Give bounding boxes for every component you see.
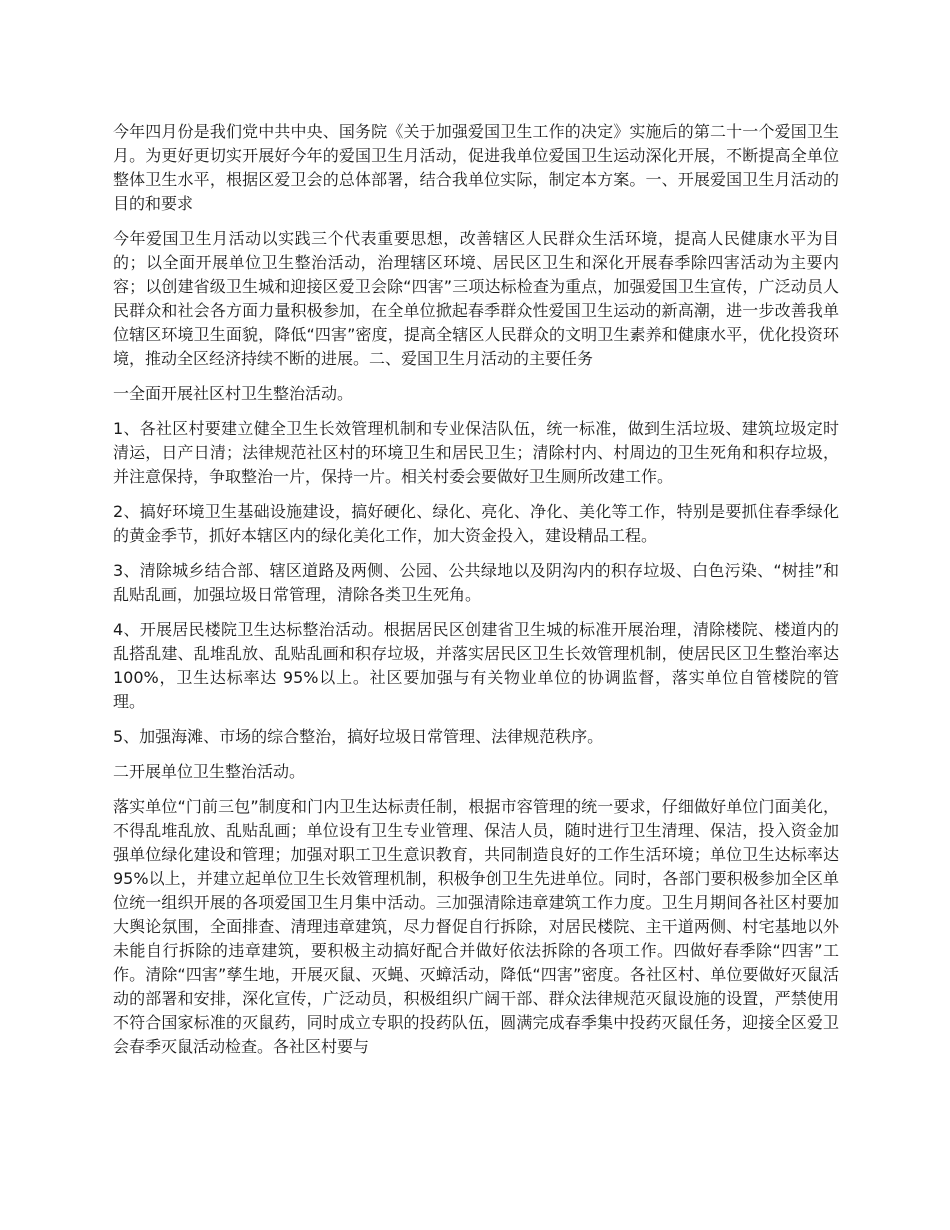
list-item-1: 1、各社区村要建立健全卫生长效管理机制和专业保洁队伍，统一标准，做到生活垃圾、建筑垃圾定时清运，日产日清；法律规范社区村的环境卫生和居民卫生；清除村内、村周边的卫生死角和积存垃圾，并注意保持，争取整治一片，保持一片。相关村委会要做好卫生厕所改建工作。 — [113, 419, 839, 486]
section-heading-community: 一全面开展社区村卫生整治活动。 — [113, 384, 354, 403]
document-body — [113, 120, 839, 1070]
list-item-3: 3、清除城乡结合部、辖区道路及两侧、公园、公共绿地以及阴沟内的积存垃圾、白色污染、“树挂”和乱贴乱画，加强垃圾日常管理，清除各类卫生死角。 — [113, 561, 839, 604]
list-item-4: 4、开展居民楼院卫生达标整治活动。根据居民区创建省卫生城的标准开展治理，清除楼院、楼道内的乱搭乱建、乱堆乱放、乱贴乱画和积存垃圾，并落实居民区卫生长效管理机制，使居民区卫生整治率达 100%，卫生达标率达 95%以上。社区要加强与有关物业单位的协调监督，落实单位自管楼院的管理。 — [113, 620, 839, 711]
paragraph-intro: 今年四月份是我们党中共中央、国务院《关于加强爱国卫生工作的决定》实施后的第二十一个爱国卫生月。为更好更切实开展好今年的爱国卫生月活动，促进我单位爱国卫生运动深化开展，不断提高全单位整体卫生水平，根据区爱卫会的总体部署，结合我单位实际，制定本方案。一、开展爱国卫生月活动的目的和要求 — [113, 122, 839, 213]
section-heading-unit: 二开展单位卫生整治活动。 — [113, 762, 306, 781]
paragraph-unit-details: 落实单位“门前三包”制度和门内卫生达标责任制，根据市容管理的统一要求，仔细做好单位门面美化，不得乱堆乱放、乱贴乱画；单位设有卫生专业管理、保洁人员，随时进行卫生清理、保洁，投入资金加强单位绿化建设和管理；加强对职工卫生意识教育，共同制造良好的工作生活环境；单位卫生达标率达 95%以上，并建立起单位卫生长效管理机制，积极争创卫生先进单位。同时，各部门要积极参加全区单位统一组织开展的各项爱国卫生月集中活动。三加强清除违章建筑工作力度。卫生月期间各社区村要加大舆论氛围，全面排查、清理违章建筑，尽力督促自行拆除，对居民楼院、主干道两侧、村宅基地以外未能自行拆除的违章建筑，要积极主动搞好配合并做好依法拆除的各项工作。四做好春季除“四害”工作。清除“四害”孳生地，开展灭鼠、灭蝇、灭蟑活动，降低“四害”密度。各社区村、单位要做好灭鼠活动的部署和安排，深化宣传，广泛动员，积极组织广阔干部、群众法律规范灭鼠设施的设置，严禁使用不符合国家标准的灭鼠药，同时成立专职的投药队伍，圆满完成春季集中投药灭鼠任务，迎接全区爱卫会春季灭鼠活动检查。各社区村要与 — [113, 797, 839, 1056]
paragraph-goals: 今年爱国卫生月活动以实践三个代表重要思想，改善辖区人民群众生活环境，提高人民健康水平为目的；以全面开展单位卫生整治活动，治理辖区环境、居民区卫生和深化开展春季除四害活动为主要内容；以创建省级卫生城和迎接区爱卫会除“四害”三项达标检查为重点，加强爱国卫生宣传，广泛动员人民群众和社会各方面力量积极参加，在全单位掀起春季群众性爱国卫生运动的新高潮，进一步改善我单位辖区环境卫生面貌，降低“四害”密度，提高全辖区人民群众的文明卫生素养和健康水平，优化投资环境，推动全区经济持续不断的进展。二、爱国卫生月活动的主要任务 — [113, 229, 839, 368]
list-item-2: 2、搞好环境卫生基础设施建设，搞好硬化、绿化、亮化、净化、美化等工作，特别是要抓住春季绿化的黄金季节，抓好本辖区内的绿化美化工作，加大资金投入，建设精品工程。 — [113, 502, 839, 545]
list-item-5: 5、加强海滩、市场的综合整治，搞好垃圾日常管理、法律规范秩序。 — [113, 727, 604, 746]
